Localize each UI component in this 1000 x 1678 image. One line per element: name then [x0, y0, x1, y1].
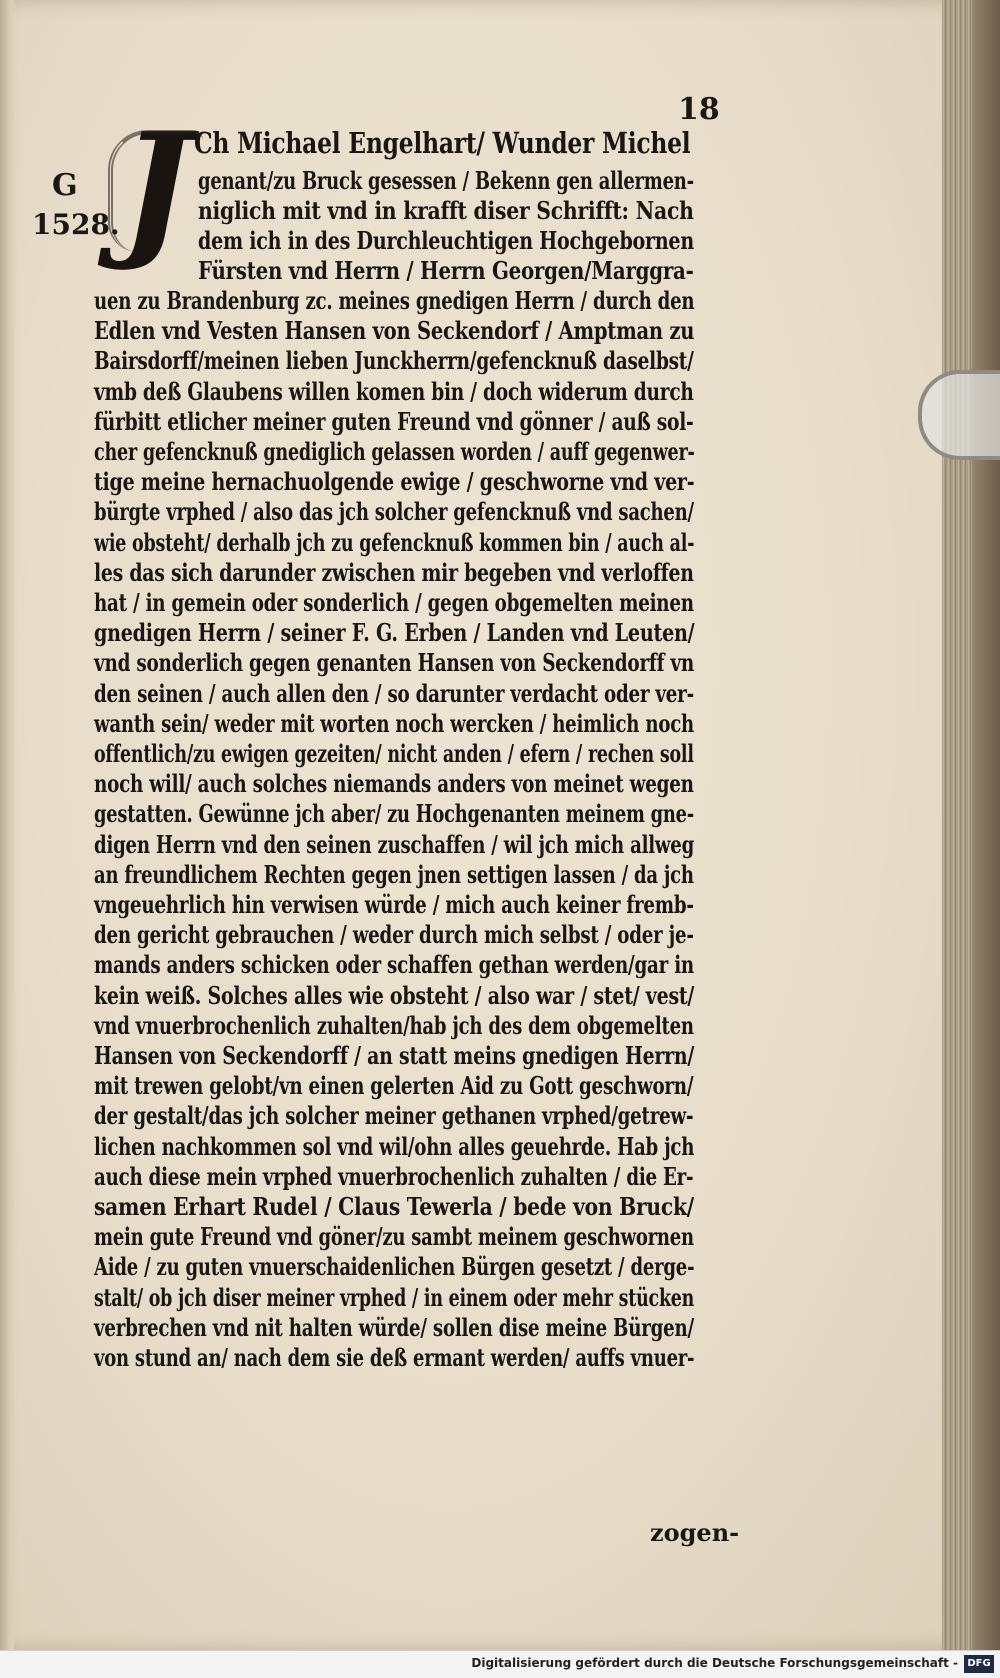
decorated-initial-letter: J: [114, 122, 198, 252]
text-line: auch diese mein vrphed vnuerbrochenlich zuhalten / die Er-: [94, 1162, 694, 1191]
text-line: kein weiß. Solches alles wie obsteht / also war / stet/ vest/: [94, 981, 695, 1010]
text-line: samen Erhart Rudel / Claus Tewerla / bede von Bruck/: [94, 1192, 694, 1221]
text-line: fürbitt etlicher meiner guten Freund vnd gönner / auß sol-: [94, 407, 694, 436]
text-line: offentlich/zu ewigen gezeiten/ nicht anden / efern / rechen soll: [94, 739, 694, 768]
page-edges: [942, 0, 972, 1650]
text-line: der gestalt/das jch solcher meiner gethanen vrphed/getrew-: [94, 1101, 694, 1130]
text-line: lichen nachkommen sol vnd wil/ohn alles geuehrde. Hab jch: [94, 1132, 695, 1161]
text-line: wanth sein/ weder mit worten noch wercken / heimlich noch: [94, 709, 694, 738]
book-page: [14, 0, 972, 1650]
text-line: noch will/ auch solches niemands anders von meinet wegen: [94, 769, 694, 798]
text-line: an freundlichem Rechten gegen jnen settigen lassen / da jch: [94, 860, 694, 889]
text-line: Bairsdorff/meinen lieben Junckherrn/gefencknuß daselbst/: [94, 346, 694, 375]
text-line: Aide / zu guten vnuerschaidenlichen Bürgen gesetzt / derge-: [94, 1252, 695, 1281]
page-number: 18: [678, 92, 720, 127]
text-line: vnd vnuerbrochenlich zuhalten/hab jch des dem obgemelten: [94, 1011, 694, 1040]
text-line: gestatten. Gewünne jch aber/ zu Hochgenanten meinem gne-: [94, 799, 694, 828]
text-line: vnd sonderlich gegen genanten Hansen von Seckendorff vn: [94, 648, 695, 677]
margin-signature: G: [52, 168, 78, 203]
funding-credit: Digitalisierung gefördert durch die Deutsche Forschungsgemeinschaft -: [471, 1656, 958, 1670]
margin-year: 1528.: [32, 208, 120, 241]
text-line: mit trewen gelobt/vn einen gelerten Aid zu Gott geschworn/: [94, 1071, 694, 1100]
text-line: den gericht gebrauchen / weder durch mich selbst / oder je-: [94, 920, 694, 949]
text-line: bürgte vrphed / also das jch solcher gefencknuß vnd sachen/: [94, 497, 694, 526]
text-line: Ch Michael Engelhart/ Wunder Michel: [194, 126, 691, 160]
text-line: wie obsteht/ derhalb jch zu gefencknuß kommen bin / auch al-: [94, 528, 695, 557]
text-line: uen zu Brandenburg zc. meines gnedigen Herrn / durch den: [94, 286, 695, 315]
text-line: les das sich darunder zwischen mir begeben vnd verloffen: [94, 558, 694, 587]
text-line: den seinen / auch allen den / so darunter verdacht oder ver-: [94, 679, 694, 708]
text-line: stalt/ ob jch diser meiner vrphed / in einem oder mehr stücken: [94, 1283, 695, 1312]
text-line: cher gefencknuß gnediglich gelassen worden / auff gegenwer-: [94, 437, 695, 466]
text-line: digen Herrn vnd den seinen zuschaffen / wil jch mich allweg: [94, 830, 695, 859]
text-line: genant/zu Bruck gesessen / Bekenn gen allermen-: [198, 166, 694, 195]
page-clip: [918, 370, 1000, 460]
text-line: dem ich in des Durchleuchtigen Hochgebornen: [198, 226, 694, 255]
text-line: verbrechen vnd nit halten würde/ sollen dise meine Bürgen/: [94, 1313, 694, 1342]
text-line: von stund an/ nach dem sie deß ermant werden/ auffs vnuer-: [94, 1343, 695, 1372]
text-line: hat / in gemein oder sonderlich / gegen obgemelten meinen: [94, 588, 694, 617]
text-line: Fürsten vnd Herrn / Herrn Georgen/Marggra-: [198, 256, 694, 285]
text-line: vmb deß Glaubens willen komen bin / doch widerum durch: [94, 377, 694, 406]
text-line: tige meine hernachuolgende ewige / geschworne vnd ver-: [94, 467, 695, 496]
text-line: gnedigen Herrn / seiner F. G. Erben / Landen vnd Leuten/: [94, 618, 695, 647]
dfg-logo: DFG: [964, 1655, 994, 1673]
text-line: vngeuehrlich hin verwisen würde / mich auch keiner fremb-: [94, 890, 694, 919]
catchword: zogen-: [650, 1518, 740, 1547]
text-line: mein gute Freund vnd göner/zu sambt meinem geschwornen: [94, 1222, 694, 1251]
text-line: Hansen von Seckendorff / an statt meins gnedigen Herrn/: [94, 1041, 695, 1070]
text-line: mands anders schicken oder schaffen gethan werden/gar in: [94, 950, 695, 979]
text-line: niglich mit vnd in krafft diser Schrifft: Nach: [198, 196, 694, 225]
text-line: Edlen vnd Vesten Hansen von Seckendorf / Amptman zu: [94, 316, 695, 345]
footer-bar: [0, 1650, 1000, 1678]
